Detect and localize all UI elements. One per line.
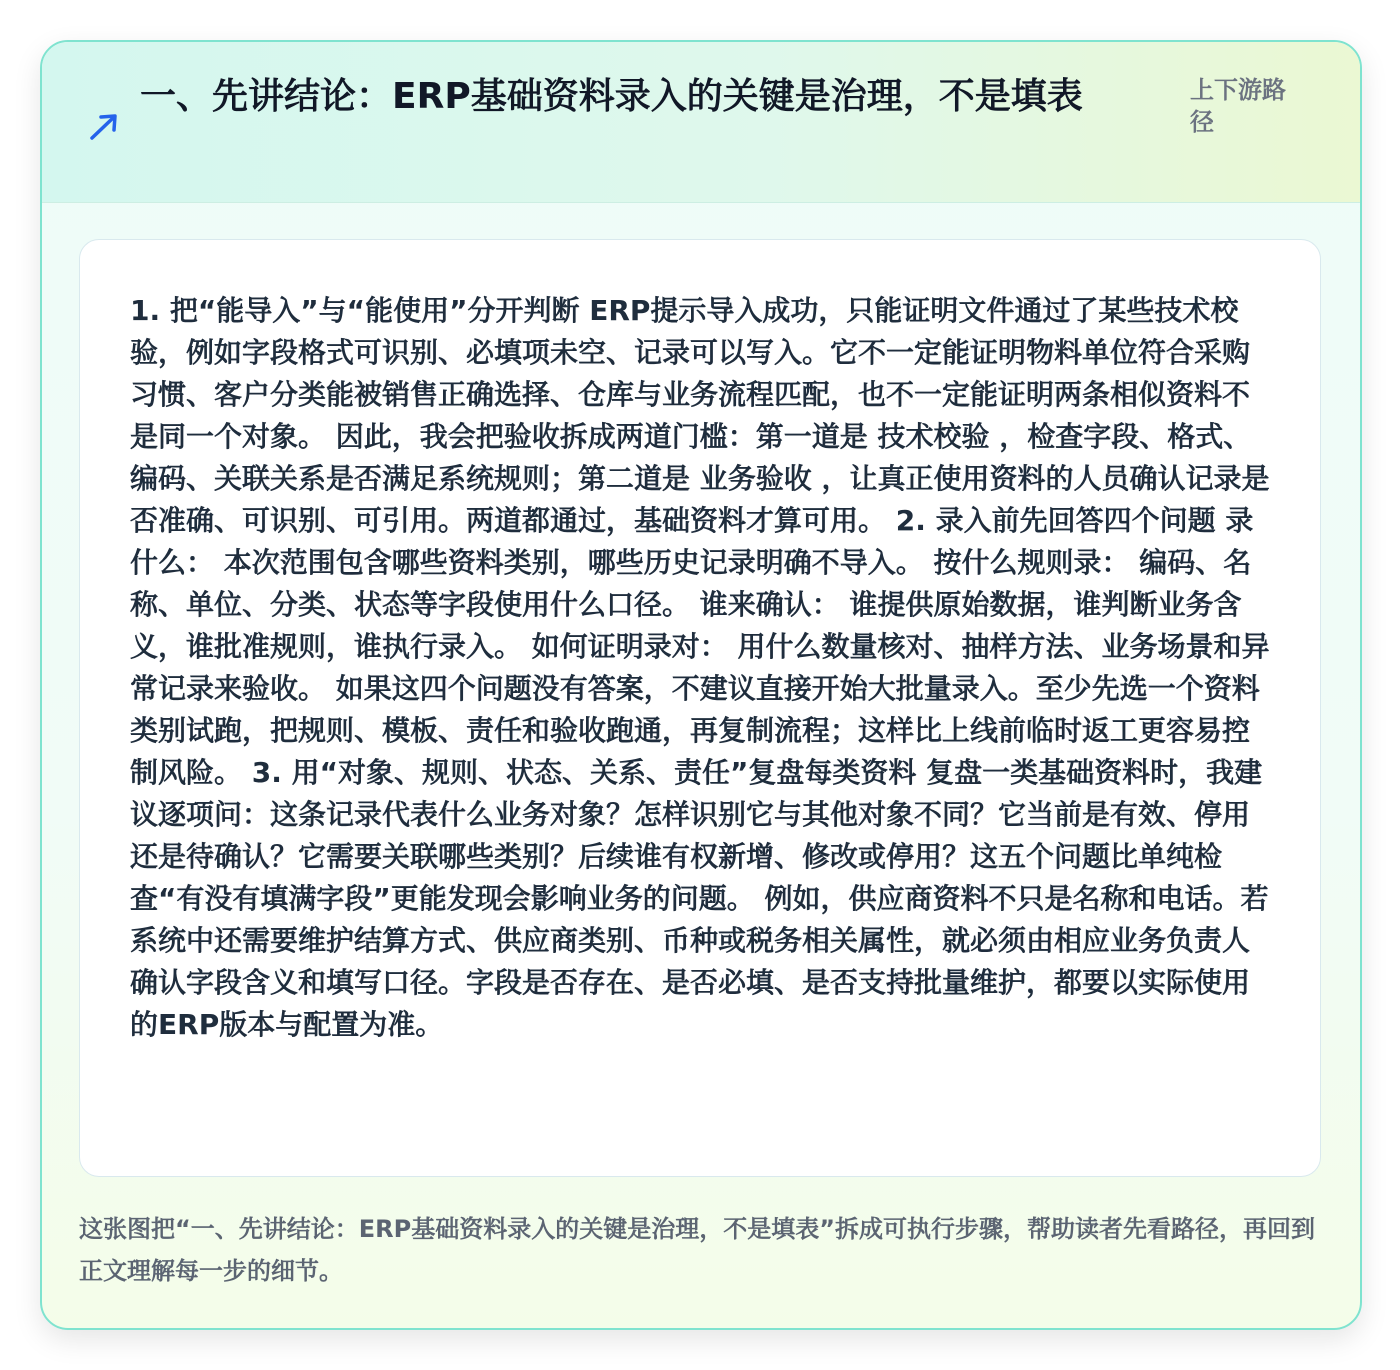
figure-card (40, 40, 1362, 1330)
header-tag: 上下游路径 (1190, 76, 1286, 136)
trending-arrow-icon (86, 108, 122, 144)
card-header (42, 42, 1360, 203)
content-panel (79, 239, 1321, 1177)
content-body: 1. 把“能导入”与“能使用”分开判断 ERP提示导入成功，只能证明文件通过了某些技术校验，例如字段格式可识别、必填项未空、记录可以写入。它不一定能证明物料单位符合采购习惯、客户分类能被销售正确选择、仓库与业务流程匹配，也不一定能证明两条相似资料不是同一个对象。 因此，我会把验收拆成两道门槛：第一道是 技术校验 ，检查字段、格式、编码、关联关系是否满足系统规则；第二道是 业务验收 ，让真正使用资料的人员确认记录是否准确、可识别、可引用。两道都通过，基础资料才算可用。 2. 录入前先回答四个问题 录什么： 本次范围包含哪些资料类别，哪些历史记录明确不导入。 按什么规则录： 编码、名称、单位、分类、状态等字段使用什么口径。 谁来确认： 谁提供原始数据，谁判断业务含义，谁批准规则，谁执行录入。 如何证明录对： 用什么数量核对、抽样方法、业务场景和异常记录来验收。 如果这四个问题没有答案，不建议直接开始大批量录入。至少先选一个资料类别试跑，把规则、模板、责任和验收跑通，再复制流程；这样比上线前临时返工更容易控制风险。 3. 用“对象、规则、状态、关系、责任”复盘每类资料 复盘一类基础资料时，我建议逐项问：这条记录代表什么业务对象？怎样识别它与其他对象不同？它当前是有效、停用还是待确认？它需要关联哪些类别？后续谁有权新增、修改或停用？这五个问题比单纯检查“有没有填满字段”更能发现会影响业务的问题。 例如，供应商资料不只是名称和电话。若系统中还需要维护结算方式、供应商类别、币种或税务相关属性，就必须由相应业务负责人确认字段含义和填写口径。字段是否存在、是否必填、是否支持批量维护，都要以实际使用的ERP版本与配置为准。 (130, 294, 1270, 1041)
figure-caption: 这张图把“一、先讲结论：ERP基础资料录入的关键是治理，不是填表”拆成可执行步骤，帮助读者先看路径，再回到正文理解每一步的细节。 (79, 1215, 1316, 1285)
section-title: 一、先讲结论：ERP基础资料录入的关键是治理，不是填表 (140, 76, 1083, 117)
